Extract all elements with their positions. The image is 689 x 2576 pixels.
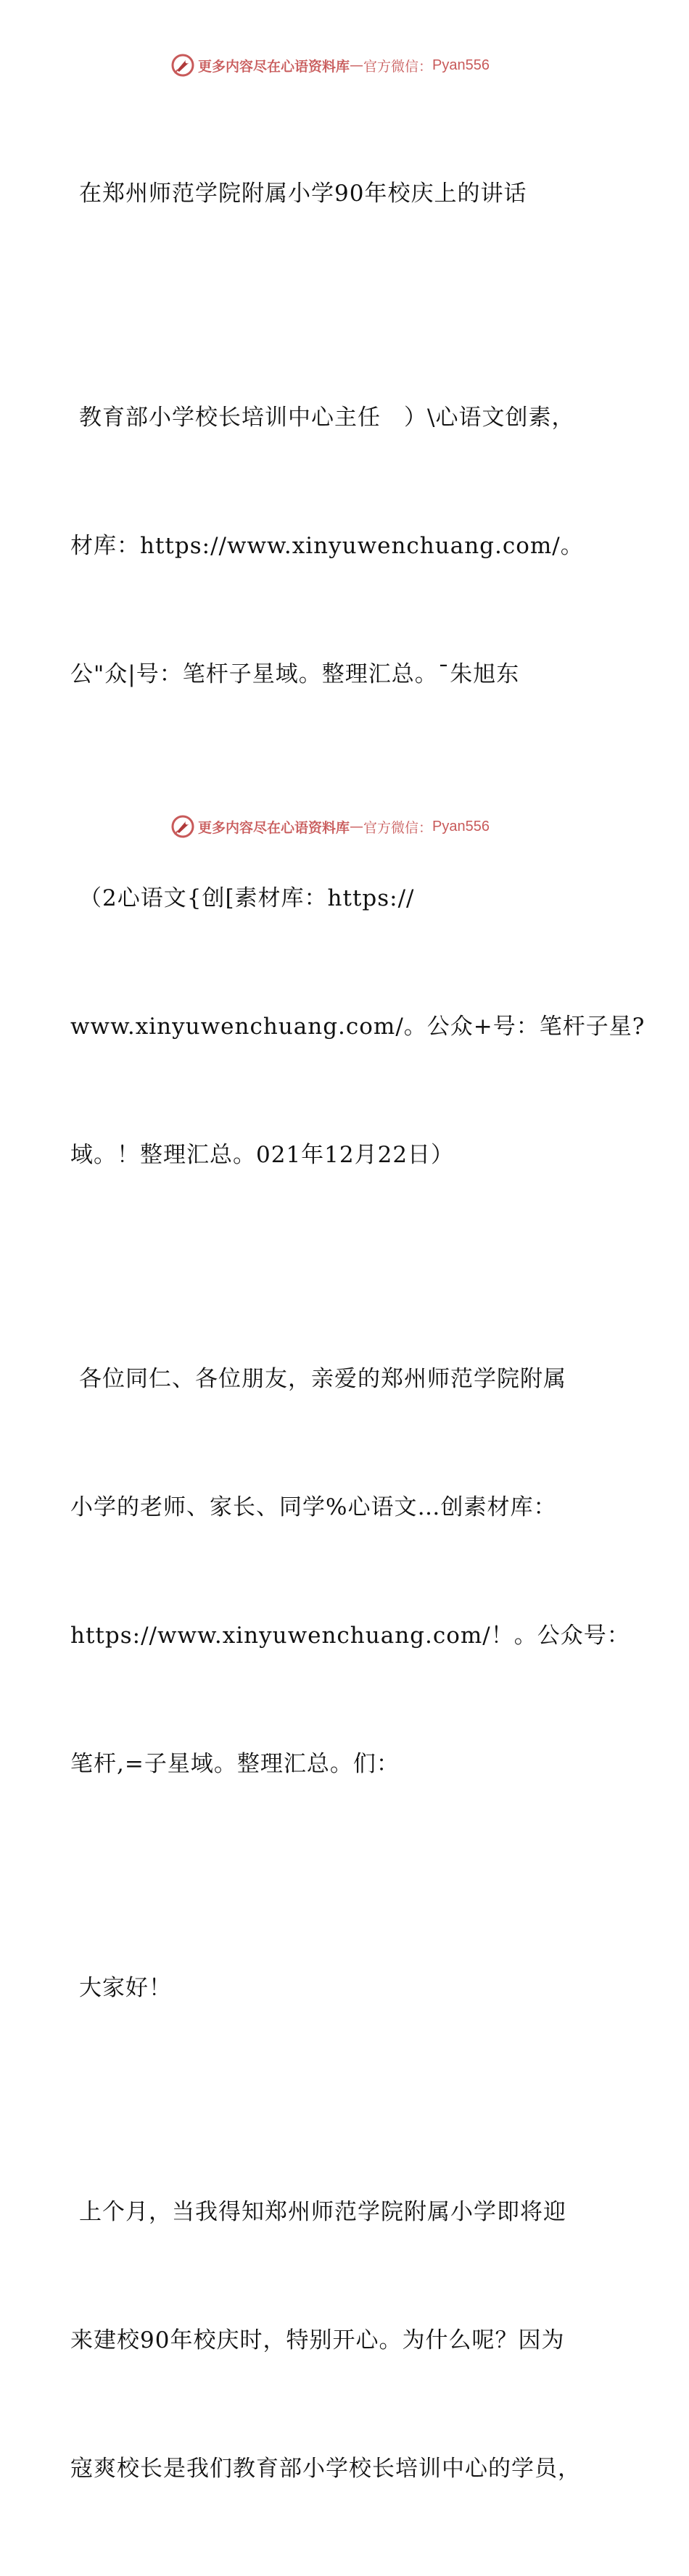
pen-nib-logo-icon xyxy=(170,814,195,839)
watermark-sub-text: 官方微信： xyxy=(363,58,433,75)
greeting-paragraph xyxy=(70,1881,607,2095)
salutation-line: 小学的老师、家长、同学%心语文…创素材库： xyxy=(70,1494,557,1520)
salutation-line: 各位同仁、各位朋友，亲爱的郑州师范学院附属 xyxy=(79,1366,566,1392)
document-title xyxy=(70,87,607,301)
footer-watermark xyxy=(170,813,548,840)
watermark-separator: — xyxy=(350,819,364,834)
salutation-line: https://www.xinyuwenchuang.com/！。公众号： xyxy=(70,1623,630,1649)
body-paragraph xyxy=(70,2105,607,2576)
byline-line: 公"众|号：笔杆子星域。整理汇总。¯朱旭东 xyxy=(70,661,520,687)
date-note-line: www.xinyuwenchuang.com/。公众+号：笔杆子星? xyxy=(70,1014,645,1040)
header-watermark xyxy=(170,52,548,78)
title-line: 在郑州师范学院附属小学90年校庆上的讲话 xyxy=(79,181,527,207)
date-note-line: 域。！整理汇总。021年12月22日） xyxy=(70,1142,455,1168)
salutation-line: 笔杆,=子星域。整理汇总。们： xyxy=(70,1751,400,1777)
body-line: 寇爽校长是我们教育部小学校长培训中心的学员， xyxy=(70,2456,581,2482)
body-line: 上个月，当我得知郑州师范学院附属小学即将迎 xyxy=(79,2199,566,2225)
byline-line: 教育部小学校长培训中心主任 ）\心语文创素， xyxy=(79,405,575,431)
watermark-account: Pyan556 xyxy=(432,57,490,73)
byline-line: 材库：https://www.xinyuwenchuang.com/。 xyxy=(70,533,584,559)
watermark-main-text: 更多内容尽在心语资料库 xyxy=(198,58,350,75)
document-body xyxy=(70,87,645,2576)
byline-paragraph xyxy=(70,311,607,782)
greeting-line: 大家好！ xyxy=(79,1975,172,2001)
pen-nib-logo-icon xyxy=(170,53,195,78)
watermark-sub-text: 官方微信： xyxy=(363,819,433,836)
watermark-main-text: 更多内容尽在心语资料库 xyxy=(198,819,350,836)
body-line: 来建校90年校庆时，特别开心。为什么呢？因为 xyxy=(70,2327,565,2353)
date-note-paragraph xyxy=(70,792,645,1262)
date-note-line: （2心语文{创[素材库：https:// xyxy=(79,885,415,911)
watermark-separator: — xyxy=(350,57,364,73)
watermark-account: Pyan556 xyxy=(432,818,490,834)
salutation-paragraph xyxy=(70,1272,630,1871)
